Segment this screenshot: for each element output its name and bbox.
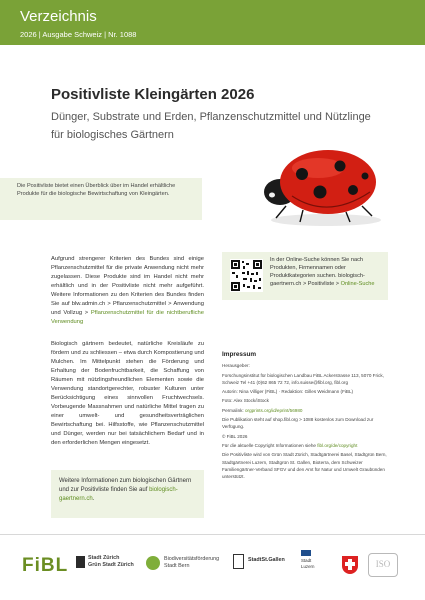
copyright-note-line: [222, 442, 388, 449]
copyright-note: Für die aktuelle Copyright Informationen siehe: [222, 442, 316, 448]
publisher-address: Forschungsinstitut für biologischen Landbau FiBL Ackerstrasse 113, 5070 Frick, Schweiz Tel +41 (0)62 865 72 72, info.suisse@fibl.org, fibl.org: [222, 372, 384, 385]
body-paragraph-1: [51, 255, 204, 327]
iso-logo: ISO: [368, 553, 398, 577]
impressum-section: [222, 351, 388, 482]
intro-box: [0, 178, 202, 220]
crest-cross-horizontal: [345, 562, 355, 566]
authors: Autorin: Nina Villiger (FiBL) · Redaktion: Gilles Weidmann (FiBL): [222, 389, 354, 395]
publisher-label: Herausgeber:: [222, 363, 250, 369]
intro-text: Die Positivliste bietet einen Überblick über im Handel erhältliche Produkte für die biologische Bewirtschaftung von Kleingärten.: [17, 183, 176, 197]
header-subtitle: 2026 | Ausgabe Schweiz | Nr. 1088: [20, 30, 137, 39]
zurich-logo: [76, 555, 136, 569]
stgallen-crest-icon: [233, 554, 244, 569]
info-box-text: Weitere Informationen zum biologischen Gärtnern und zur Positivliste finden Sie auf: [59, 478, 192, 493]
online-search-text: In der Online-Suche können Sie nach Produkten, Firmennamen oder Produktkategorien suchen. biologisch-gaertnern.ch > Positivliste >: [270, 257, 365, 287]
biologisch-gaertnern-link[interactable]: biologisch-gaertnern.ch: [59, 487, 178, 502]
permalink-label: Permalink:: [222, 407, 244, 413]
stgallen-text: StadtSt.Gallen: [248, 557, 285, 563]
document-title: Positivliste Kleingärten 2026: [51, 86, 255, 103]
footer-divider: [0, 534, 425, 535]
ladybug-image: [258, 140, 388, 228]
info-box: [51, 470, 204, 518]
copyright: © FiBL 2026: [222, 433, 248, 439]
zurich-crest-icon: [76, 556, 85, 568]
fibl-logo: FiBL: [22, 555, 69, 576]
photo-credit: Foto: Alex Stock/iStock: [222, 398, 269, 404]
luzern-line-1: Stadt: [301, 558, 312, 563]
luzern-flag-icon: [301, 550, 311, 556]
zurich-line-1: Stadt Zürich: [88, 555, 120, 561]
luzern-line-2: Luzern: [301, 564, 315, 569]
stgallen-logo: [233, 554, 293, 582]
info-box-end: .: [92, 496, 95, 502]
online-search-link[interactable]: Online-Suche: [340, 281, 375, 287]
bern-text: [164, 556, 219, 570]
bern-line-1: Biodiversitätsförderung: [164, 556, 220, 562]
partners-text: Die Positivliste wird von Grün Stadt Zürich, Stadtgärtnerei Basel, Stadtgrün Bern, Stadtgärtnerei Luzern, Stadtgrün St. Gallen, Bioterra, dem Schweizer Familiengärtner-Verband SFGV und den Amt für Natur und Umwelt Graubünden unterstützt.: [222, 452, 387, 480]
header-banner: [0, 0, 425, 45]
permalink-link[interactable]: orgprints.org/id/eprint/56980: [244, 407, 303, 413]
swiss-crest-icon: [342, 556, 358, 574]
header-title: Verzeichnis: [20, 8, 97, 25]
pflanzenschutz-link[interactable]: Pflanzenschutzmittel für die nichtberufliche Verwendung: [51, 310, 204, 325]
permalink-line: [222, 407, 388, 414]
copyright-link[interactable]: fibl.org/de/copyright: [317, 442, 358, 448]
body-paragraph-2: Biologisch gärtnern bedeutet, natürliche Kreisläufe zu fördern und zu schliessen – etwa durch Kompostierung und Mulchen. Im Mittelpunkt stehen die Förderung und Erhaltung der Bodenfruchtbarkeit, die Schaffung von Räumen mit nützlingsfreundlichen Elementen sowie die Verwendung standortgerechter, robuster Kulturen unter Berücksichtigung eines sinnvollen Fruchtwechsels. Vorbeugende Massnahmen und natürliche Mittel tragen zu einer umwelt- und gesundheitsverträglichen Bewirtschaftung bei. Hilfsstoffe, wie Pflanzenschutzmittel und Dünger, werden nur bei tatsächlichem Bedarf und in den erforderlichen Mengen eingesetzt.: [51, 341, 204, 446]
impressum-title: Impressum: [222, 351, 257, 358]
qr-code-icon[interactable]: [230, 259, 263, 292]
body-paragraph-1-text: Aufgrund strengerer Kriterien des Bundes sind einige Pflanzenschutzmittel für die private Anwendung nicht mehr zugelassen. Diese Produkte sind im Handel nicht mehr erhältlich und in der Positivliste nicht mehr aufgeführt. Weitere Informationen zu den Kriterien des Bundes finden Sie auf blw.admin.ch > Pflanzenschutzmittel > Anwendung und Vollzug >: [51, 256, 204, 316]
document-subtitle: Dünger, Substrate und Erden, Pflanzenschutzmittel und Nützlinge für biologisches Gärtnern: [51, 111, 371, 141]
zurich-line-2: Grün Stadt Zürich: [88, 562, 134, 568]
shop-text: Die Publikation steht auf shop.fibl.org > 1088 kostenlos zum Download zur Verfügung.: [222, 417, 374, 430]
bern-line-2: Stadt Bern: [164, 563, 190, 569]
bern-logo: [146, 552, 226, 582]
online-search-box: [222, 252, 388, 300]
luzern-logo: [301, 550, 337, 584]
luzern-text: [301, 558, 314, 570]
online-search-text-block: [270, 256, 382, 288]
bern-leaf-icon: [146, 556, 160, 570]
